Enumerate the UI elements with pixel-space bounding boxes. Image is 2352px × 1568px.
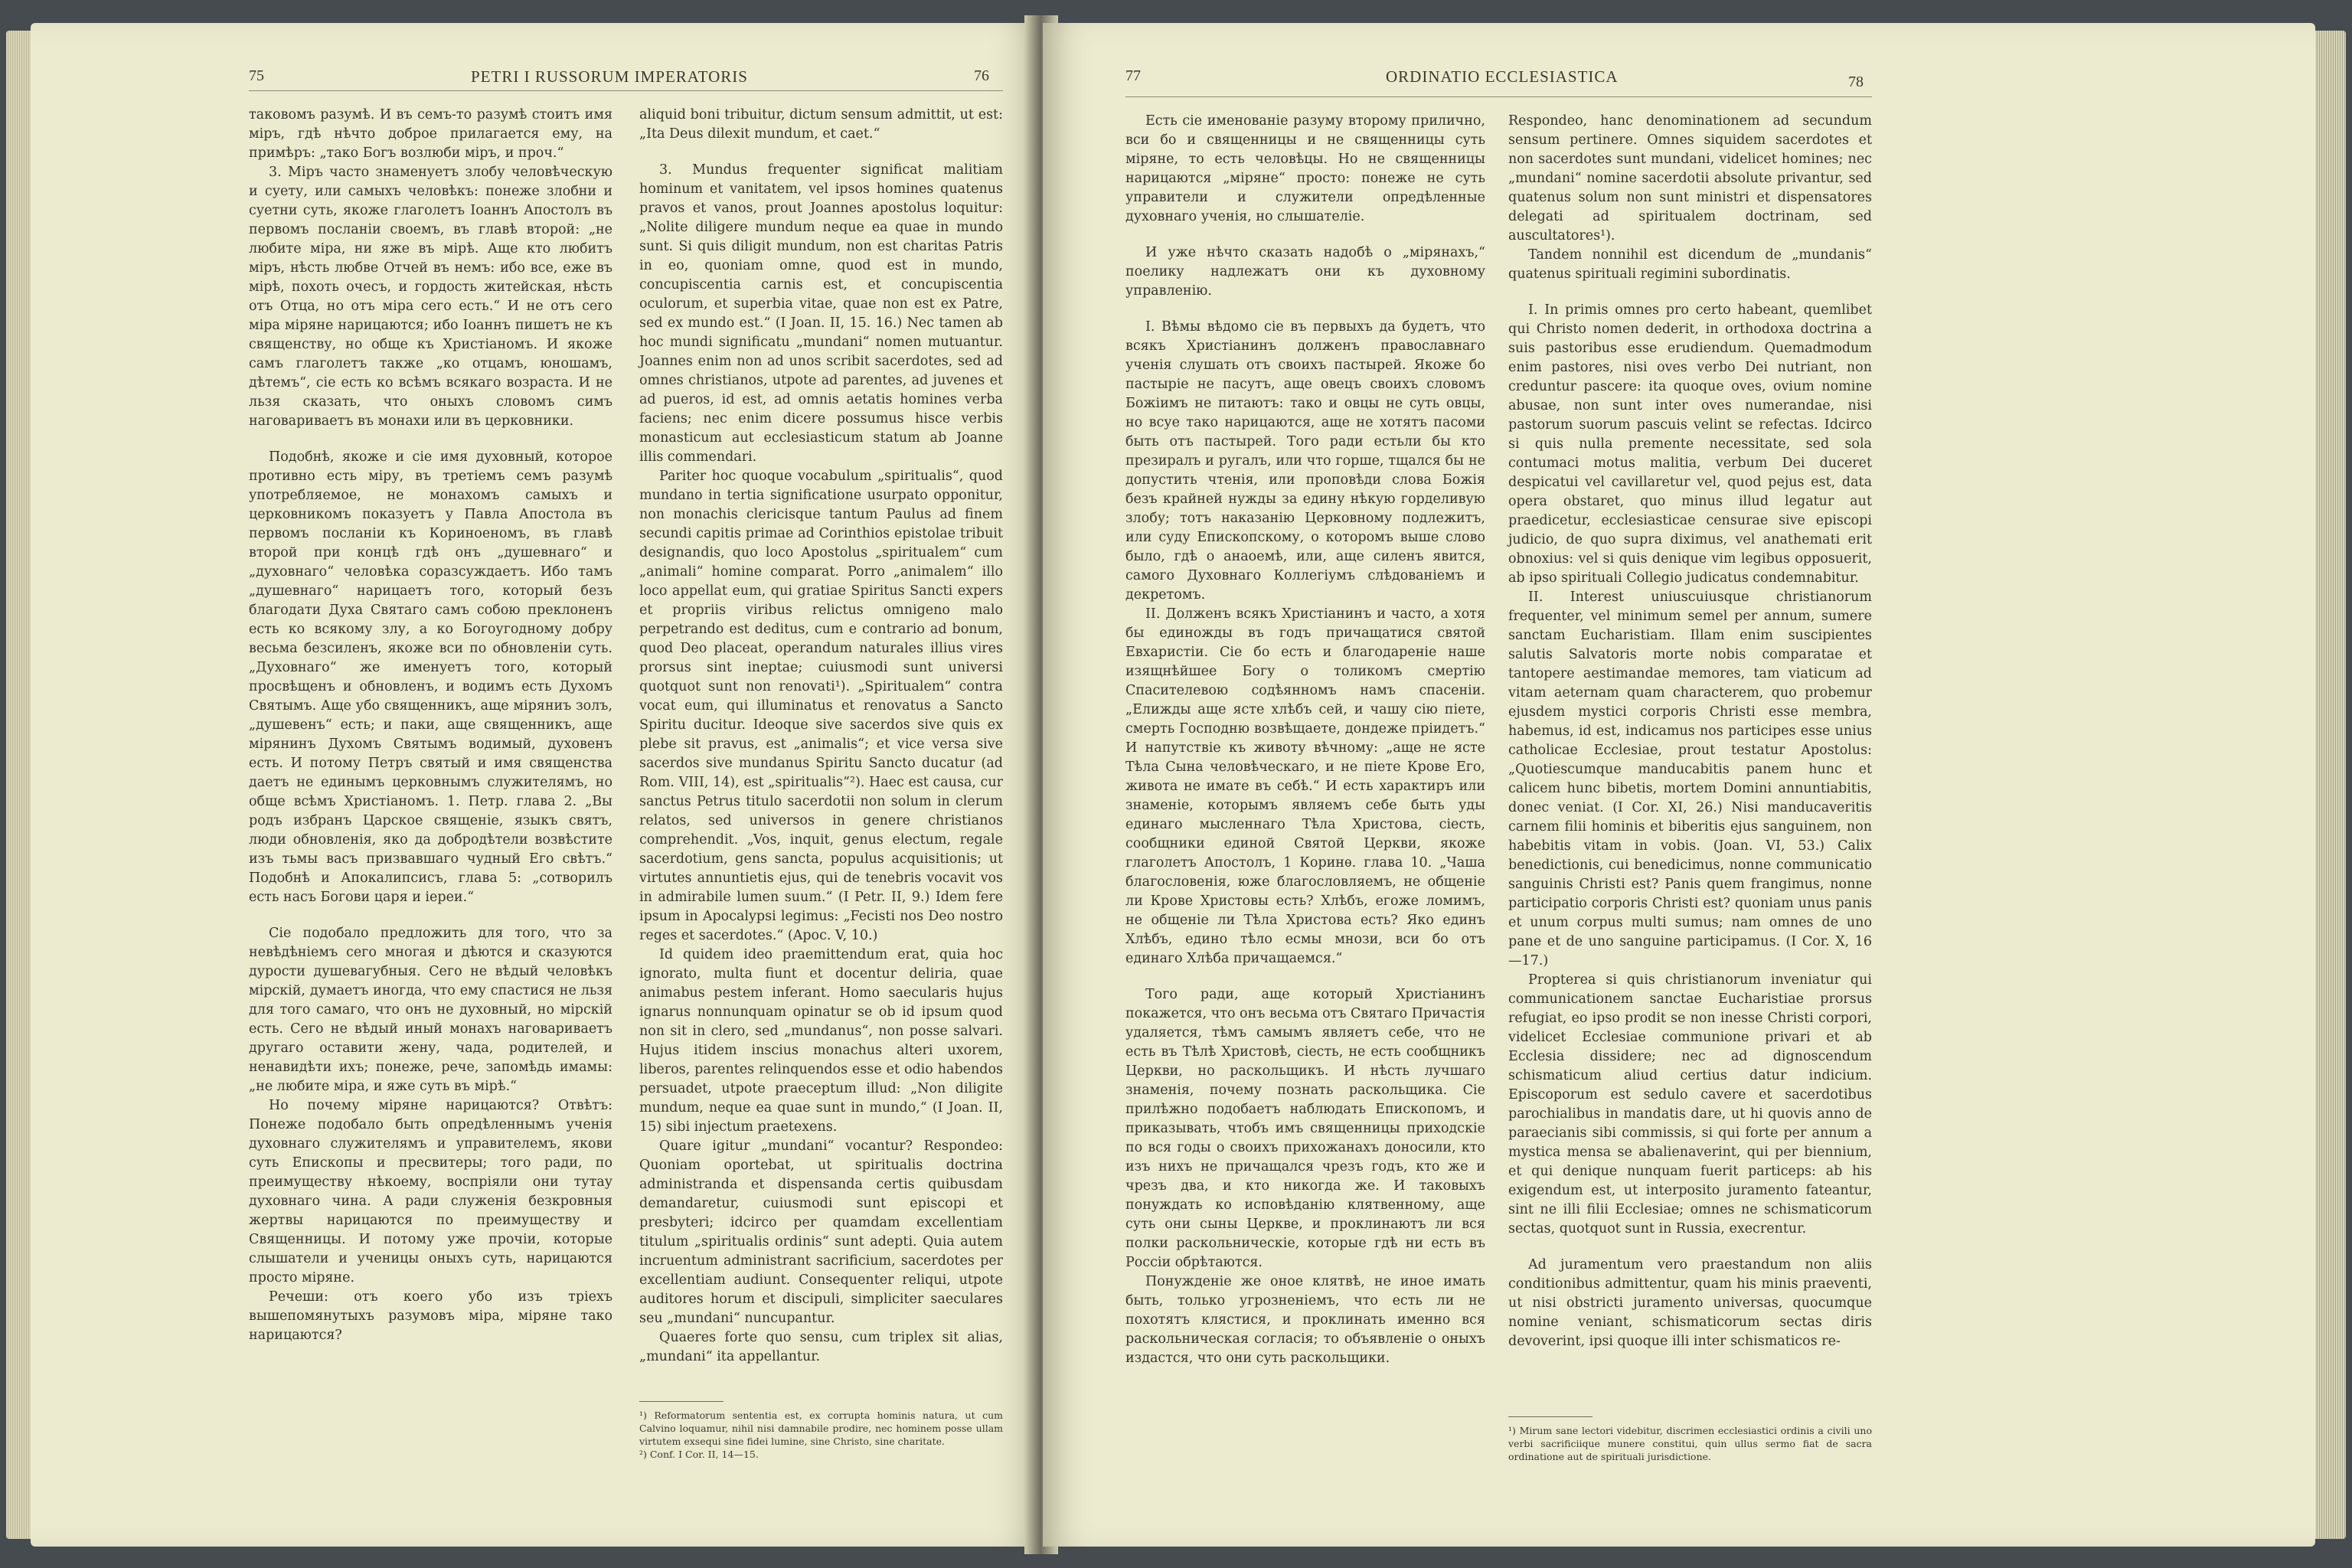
- paragraph: I. In primis omnes pro certo habeant, quemlibet qui Christo nomen dederit, in orthodoxa doctrina a suis pastoribus esse erudiendum. Quemadmodum enim pastores, nisi oves verbo Dei nutriant, non creduntur pascere: ita quoque oves, ovium nomine abusae, non sunt inter oves numerandae, nisi pastorum suorum pascuis velint se refectas. Idcirco si quis nulla premente necessitate, sed sola contumaci motus malitia, verbum Dei duceret despicatui vel cavillaretur vel, quod pejus est, data opera obstaret, quo minus illud legatur aut praedicetur, ecclesiasticae censurae sive episcopi judicio, de quo supra diximus, vel anathemati erit obnoxius: vel si quis denique vim legibus opposuerit, ab ipso spirituali Collegio judicatus condemnabitur.: [1508, 302, 1872, 586]
- paragraph: 3. Mundus frequenter significat malitiam hominum et vanitatem, vel ipsos homines quatenus pravos et vanos, prout Joannes apostolus loquitur: „Nolite diligere mundum neque ea quae in mundo sunt. Si quis diligit mundum, non est charitas Patris in eo, quoniam omne, quod est in mundo, concupiscentia carnis est, et concupiscentia oculorum, et superbia vitae, quae non est ex Patre, sed ex mundo est.“ (I Joan. II, 15. 16.) Nec tamen ab hoc mundi significatu „mundani“ nomen mutuantur. Joannes enim non ad unos scribit sacerdotes, sed ad omnes christianos, utpote ad parentes, ad juvenes et ad pueros, id est, ad omnis aetatis homines verba faciens; nec enim dicere possumus hisce verbis monasticum aut ecclesiasticum statum ab Joanne illis commendari.: [639, 162, 1003, 465]
- paragraph: Понужденіе же оное клятвѣ, не иное имать быть, только угрозненіемъ, что есть ли не похотятъ клястися, и проклинать именно вся раскольническая согласія; то объявленіе о оныхъ издастся, что они суть раскольщики.: [1125, 1274, 1485, 1366]
- paragraph: Но почему міряне нарицаются? Отвѣтъ: Понеже подобало быть опредѣленнымъ ученія духовнаго служителямъ и управителемъ, якови суть Епископы и пресвитеры; того ради, по преимуществу нѣкоему, воспріяли они тутау духовнаго чина. А ради служенія безкровныя жертвы нарицаются по преимуществу и Священницы. И потому уже прочіи, которые слышатели и ученицы оныхъ суть, нарицаются просто міряне.: [249, 1098, 612, 1285]
- paragraph: Respondeo, hanc denominationem ad secundum sensum pertinere. Omnes siquidem sacerdotes et non sacerdotes sunt mundani, videlicet homines; nec „mundani“ nomine sacerdotii absolute privantur, sed quatenus solum non sunt ministri et dispensatores delegati ad spiritualem doctrinam, sed auscultatores¹).: [1508, 113, 1872, 243]
- footnote: ¹) Reformatorum sententia est, ex corrupta hominis natura, ut cum Calvino loquamur, nihil nisi damnabile prodire, nec hominem posse ullam virtutem exsequi sine fidei lumine, sine Christo, sine charitate.: [639, 1410, 1003, 1447]
- paragraph: Quaeres forte quo sensu, cum triplex sit alias, „mundani“ ita appellantur.: [639, 1330, 1003, 1364]
- paragraph: Ad juramentum vero praestandum non aliis conditionibus admittentur, quam his minis praeventi, ut nisi obstricti juramento universas, quocumque nomine veniant, schismaticorum sectas diris devoverint, ipsi quoque illi inter schismaticos re-: [1508, 1257, 1872, 1349]
- russian-column-left: [249, 106, 612, 1345]
- left-page: [31, 23, 1040, 1547]
- footnotes-right: [1508, 1424, 1872, 1463]
- footnote-rule: [639, 1401, 724, 1402]
- page-number-76: 76: [974, 67, 989, 84]
- header-rule: [249, 90, 1003, 91]
- paragraph: Сіе подобало предложить для того, что за невѣдѣніемъ сего многая и дѣются и сказуются дурости душевагубныя. Сего не вѣдый человѣкъ мірскій, думаетъ иногда, что ему спастися не льзя для того самаго, что онъ не духовный, но мірскій есть. Сего не вѣдый иный монахъ наговариваетъ другаго оставити жену, чада, родителей, и ненавидѣти ихъ; понеже, рече, запомѣдь имамы: „не любите міра, и яже суть въ мірѣ.“: [249, 926, 612, 1094]
- paragraph: Подобнѣ, якоже и сіе имя духовный, которое противно есть міру, въ третіемъ семъ разумѣ употребляемое, не монахомъ самыхъ и церковникомъ показуетъ у Павла Апостола въ первомъ посланіи къ Кориноеномъ, въ главѣ второй при концѣ гдѣ онъ „душевнаго“ и „духовнаго“ человѣка соразсуждаетъ. Ибо тамъ „душевнаго“ нарицаетъ того, который безъ благодати Духа Святаго самъ собою преклоненъ есть ко всякому злу, а ко Богоугодному добру весьма безсиленъ, якоже вси по обновленіи суть. „Духовнаго“ же именуетъ того, который просвѣщенъ и обновленъ, и водимъ есть Духомъ Святымъ. Аще убо священникъ, аще міряниъ золъ, „душевенъ“ есть; и паки, аще священникъ, аще мірянинъ Духомъ Святымъ водимый, духовенъ есть. И потому Петръ святый и имя священства даетъ не единымъ церковнымъ служителямъ, но обще всѣмъ Христіаномъ. 1. Петр. глава 2. „Вы родъ избранъ Царское священіе, языкъ святъ, люди обновленія, яко да добродѣтели возвѣстите изъ тьмы васъ призвавшаго чудный Его свѣтъ.“ Подобнѣ и Апокалипсисъ, глава 5: „сотворилъ есть насъ Богови царя и іереи.“: [249, 449, 612, 905]
- paragraph: II. Долженъ всякъ Христіанинъ и часто, а хотя бы единожды въ годъ причащатися святой Евхаристіи. Сіе бо есть и благодареніе наше изящнѣйшее Богу о толикомъ смертію Спасителевою содѣянномъ намъ спасеніи. „Елижды аще ясте хлѣбъ сей, и чашу сію піете, смерть Господню возвѣщаете, дондеже пріидетъ.“ И напутствіе къ животу вѣчному: „аще не ясте Тѣла Сына человѣческаго, и не піете Крове Его, живота не имате въ себѣ.“ И есть характиръ или знаменіе, которымъ являемъ себе быть уды единаго мысленнаго Тѣла Христова, сіесть, сообщники единой Святой Церкви, якоже глаголетъ Апостолъ, 1 Коринѳ. глава 10. „Чаша благословенія, юже благословляемъ, не общеніе ли Крове Христовы есть? Хлѣбъ, егоже ломимъ, не общеніе ли Тѣла Христова есть? Яко единъ Хлѣбъ, едино тѣло есмы мнози, вси бо отъ единаго Хлѣба причащаемся.“: [1125, 606, 1485, 966]
- footnote-rule: [1508, 1416, 1592, 1417]
- paragraph: таковомъ разумѣ. И въ семъ-то разумѣ стоитъ имя міръ, гдѣ нѣчто доброе прилагается ему, на примѣръ: „тако Богъ возлюби міръ, и проч.“: [249, 107, 612, 161]
- page-number-78: 78: [1848, 74, 1864, 90]
- paragraph: aliquid boni tribuitur, dictum sensum admittit, ut est: „Ita Deus dilexit mundum, et caet.“: [639, 107, 1003, 142]
- paragraph: Есть сіе именованіе разуму второму прилично, вси бо и священницы и не священницы суть міряне, то есть человѣцы. Но не священницы нарицаются „міряне“ просто: понеже не суть управители и служители опредѣленные духовнаго ученія, но слышателіе.: [1125, 113, 1485, 224]
- running-title-left: PETRI I RUSSORUM IMPERATORIS: [471, 67, 748, 86]
- footnote: ²) Conf. I Cor. II, 14—15.: [639, 1449, 759, 1460]
- paragraph: Pariter hoc quoque vocabulum „spiritualis“, quod mundano in tertia significatione usurpato opponitur, non monachis clericisque tantum Paulus ad finem secundi capitis primae ad Corinthios epistolae tribuit designandis, quo loco Apostolus „spiritualem“ cum „animali“ homine comparat. Porro „animalem“ illo loco appellat eum, qui gratiae Spiritus Sancti expers et propriis viribus relictus omnigeno malo perpetrando est deditus, cum e contrario ad bonum, quod Deo placeat, operandum naturales illius vires prorsus sint ineptae; cuiusmodi sunt universi quotquot sunt non renovati¹). „Spiritualem“ contra vocat eum, qui illuminatus et renovatus a Sancto Spiritu ducitur. Ideoque sive sacerdos sive quis ex plebe sit pravus, est „animalis“; et vice versa sive sacerdos sive mundanus Spiritu Sancto ducatur (ad Rom. VIII, 14), est „spiritualis“²). Haec est causa, cur sanctus Petrus titulo sacerdotii non solum in clerum relatos, sed universos in genere christianos comprehendit. „Vos, inquit, genus electum, regale sacerdotium, gens sancta, populus acquisitionis; ut virtutes annuntietis ejus, qui de tenebris vocavit vos in admirabile lumen suum.“ (I Petr. II, 9.) Idem fere ipsum in Apocalypsi legimus: „Fecisti nos Deo nostro reges et sacerdotes.“ (Apoc. V, 10.): [639, 469, 1003, 943]
- footnote: ¹) Mirum sane lectori videbitur, discrimen ecclesiastici ordinis a civili uno verbi sacrificiique munere constitui, quin ullus sermo fiat de sacra ordinatione aut de spirituali jurisdictione.: [1508, 1425, 1872, 1462]
- paragraph: Tandem nonnihil est dicendum de „mundanis“ quatenus spirituali regimini subordinatis.: [1508, 247, 1872, 282]
- page-edges-left: [6, 31, 32, 1539]
- paragraph: I. Вѣмы вѣдомо сіе въ первыхъ да будетъ, что всякъ Христіанинъ долженъ православнаго ученія слушать отъ своихъ пастырей. Якоже бо пастыріе не пасутъ, аще овецъ своихъ словомъ Божіимъ не питаютъ: тако и овцы не суть овцы, но всуе тако нарицаются, аще не хотятъ пасоми быть отъ пастырей. Того ради естьли бы кто презиралъ и ругалъ, или что горше, тщался бы не допустить чтенія, или проповѣди слова Божія безъ крайней нужды за едину нѣкую горделивую злобу; тотъ наказанію Церковному подлежитъ, или суду Епископскому, о которомъ выше слово было, гдѣ о анаоемѣ, или, аще силенъ явится, самого Духовнаго Коллегіумъ слѣдованіемъ и декретомъ.: [1125, 319, 1485, 603]
- page-number-75: 75: [249, 67, 264, 84]
- paragraph: Того ради, аще который Христіанинъ покажется, что онъ весьма отъ Святаго Причастія удаляется, тѣмъ самымъ являетъ себе, что не есть въ Тѣлѣ Христовѣ, сіесть, не есть сообщникъ Церкви, но раскольщикъ. И нѣсть лучшаго знаменія, почему познать раскольщика. Сіе прилѣжно подобаетъ наблюдать Епископомъ, и приказывать, чтобъ имъ священницы приходскіе по вся годы о своихъ прихожанахъ доносили, кто изъ нихъ не причащался чрезъ годъ, кто же и чрезъ два, и кто никогда же. И таковыхъ понуждать ко исповѣданію клятвенному, аще суть они сыны Церкве, и проклинаютъ ли вся полки раскольническіе, которые гдѣ ни есть въ Россіи обрѣтаются.: [1125, 987, 1485, 1270]
- footnotes-left: [639, 1409, 1003, 1461]
- page-number-77: 77: [1125, 67, 1141, 84]
- paragraph: И уже нѣчто сказать надобѣ о „мірянахъ,“ поелику надлежатъ они къ духовному управленію.: [1125, 245, 1485, 299]
- paragraph: 3. Міръ часто знаменуетъ злобу человѣческую и суету, или самыхъ человѣкъ: понеже злобни и суетни суть, якоже глаголетъ Іоаннъ Апостолъ въ первомъ посланіи своемъ, въ главѣ второй: „не любите міра, ни яже въ мірѣ. Аще кто любитъ міръ, нѣсть любве Отчей въ немъ: ибо все, еже въ мірѣ, похоть очесъ, и гордость житейская, нѣсть отъ Отца, но отъ міра сего есть.“ И не отъ сего міра міряне нарицаются; ибо Іоаннъ пишетъ не къ священству, но обще къ Христіаномъ. И якоже самъ глаголетъ также „ко отцамъ, юношамъ, дѣтемъ“, сіе есть ко всѣмъ всякаго возраста. И не льзя сказать, что оныхъ словомъ симъ наговариваетъ въ монахи или въ церковники.: [249, 165, 612, 429]
- paragraph: Id quidem ideo praemittendum erat, quia hoc ignorato, multa fiunt et docentur deliria, quae animabus pestem inferant. Homo saecularis hujus ignarus nonnunquam opinatur se ob id ipsum quod non sit in clero, sed „mundanus“, non posse salvari. Hujus itidem inscius monachus alteri uxorem, liberos, parentes relinquendos esse et odio habendos persuadet, utpote praeceptum illud: „Non diligite mundum, neque ea quae sunt in mundo,“ (I Joan. II, 15) sibi injectum praetexens.: [639, 947, 1003, 1135]
- right-page: [1043, 23, 2315, 1547]
- paragraph: II. Interest uniuscuiusque christianorum frequenter, vel minimum semel per annum, sumere sanctam Eucharistiam. Illam enim suscipientes salutis Salvatoris morte nobis comparatae et tantopere aestimandae memores, tam viaticum ad vitam aeternam quam characterem, quo probemur ejusdem mystici corporis Christi esse membra, habemus, id est, indicamus nos participes esse unius catholicae Ecclesiae, prout testatur Apostolus: „Quotiescumque manducabitis panem hunc et calicem hunc bibetis, mortem Domini annuntiabitis, donec veniat. (I Cor. XI, 26.) Nisi manducaveritis carnem filii hominis et biberitis ejus sanguinem, non habebitis vitam in vobis. (Joan. VI, 53.) Calix benedictionis, cui benedicimus, nonne communicatio sanguinis Christi est? Panis quem frangimus, nonne participatio corporis Christi est? quoniam unus panis et unum corpus multi sumus; nam omnes de uno pane et de uno sanguine participamus. (I Cor. X, 16—17.): [1508, 590, 1872, 969]
- page-edges-right: [2315, 31, 2346, 1539]
- paragraph: Propterea si quis christianorum inveniatur qui communicationem sanctae Eucharistiae prorsus refugiat, eo ipso prodit se non inesse Christi corpori, videlicet Ecclesiae communione privari et ab Ecclesia dissidere; nec ad dignoscendum schismaticum aliud certius datur indicium. Episcoporum est sedulo cavere et sacerdotibus parochialibus in mandatis dare, ut hi quovis anno de paraecianis sibi commissis, si qui forte per annum a mystica mensa se abalienaverint, qui per biennium, et qui denique nunquam fuerit particeps: ab his exigendum est, ut interposito juramento fateantur, sint ne illi filii Ecclesiae; omnes ne schismaticorum sectas, quotquot sunt in Russia, execrentur.: [1508, 972, 1872, 1236]
- latin-column-left: [639, 106, 1003, 1367]
- paragraph: Quare igitur „mundani“ vocantur? Respondeo: Quoniam oportebat, ut spiritualis doctrina administranda et dispensanda certis quibusdam demandaretur, cuiusmodi sunt episcopi et presbyteri; idcirco per quamdam excellentiam titulum „spiritualis ordinis“ sunt adepti. Quia autem incruentum administrant sacrificium, sacerdotes per excellentiam audiunt. Consequenter reliqui, utpote auditores horum et discipuli, simpliciter saeculares seu „mundani“ nuncupantur.: [639, 1138, 1003, 1326]
- running-title-right: ORDINATIO ECCLESIASTICA: [1386, 67, 1619, 86]
- header-rule: [1125, 96, 1872, 97]
- paragraph: Речеши: отъ коего убо изъ тріехъ вышепомянутыхъ разумовъ міра, міряне тако нарицаются?: [249, 1289, 612, 1343]
- latin-column-right: [1508, 112, 1872, 1351]
- russian-column-right: [1125, 112, 1485, 1368]
